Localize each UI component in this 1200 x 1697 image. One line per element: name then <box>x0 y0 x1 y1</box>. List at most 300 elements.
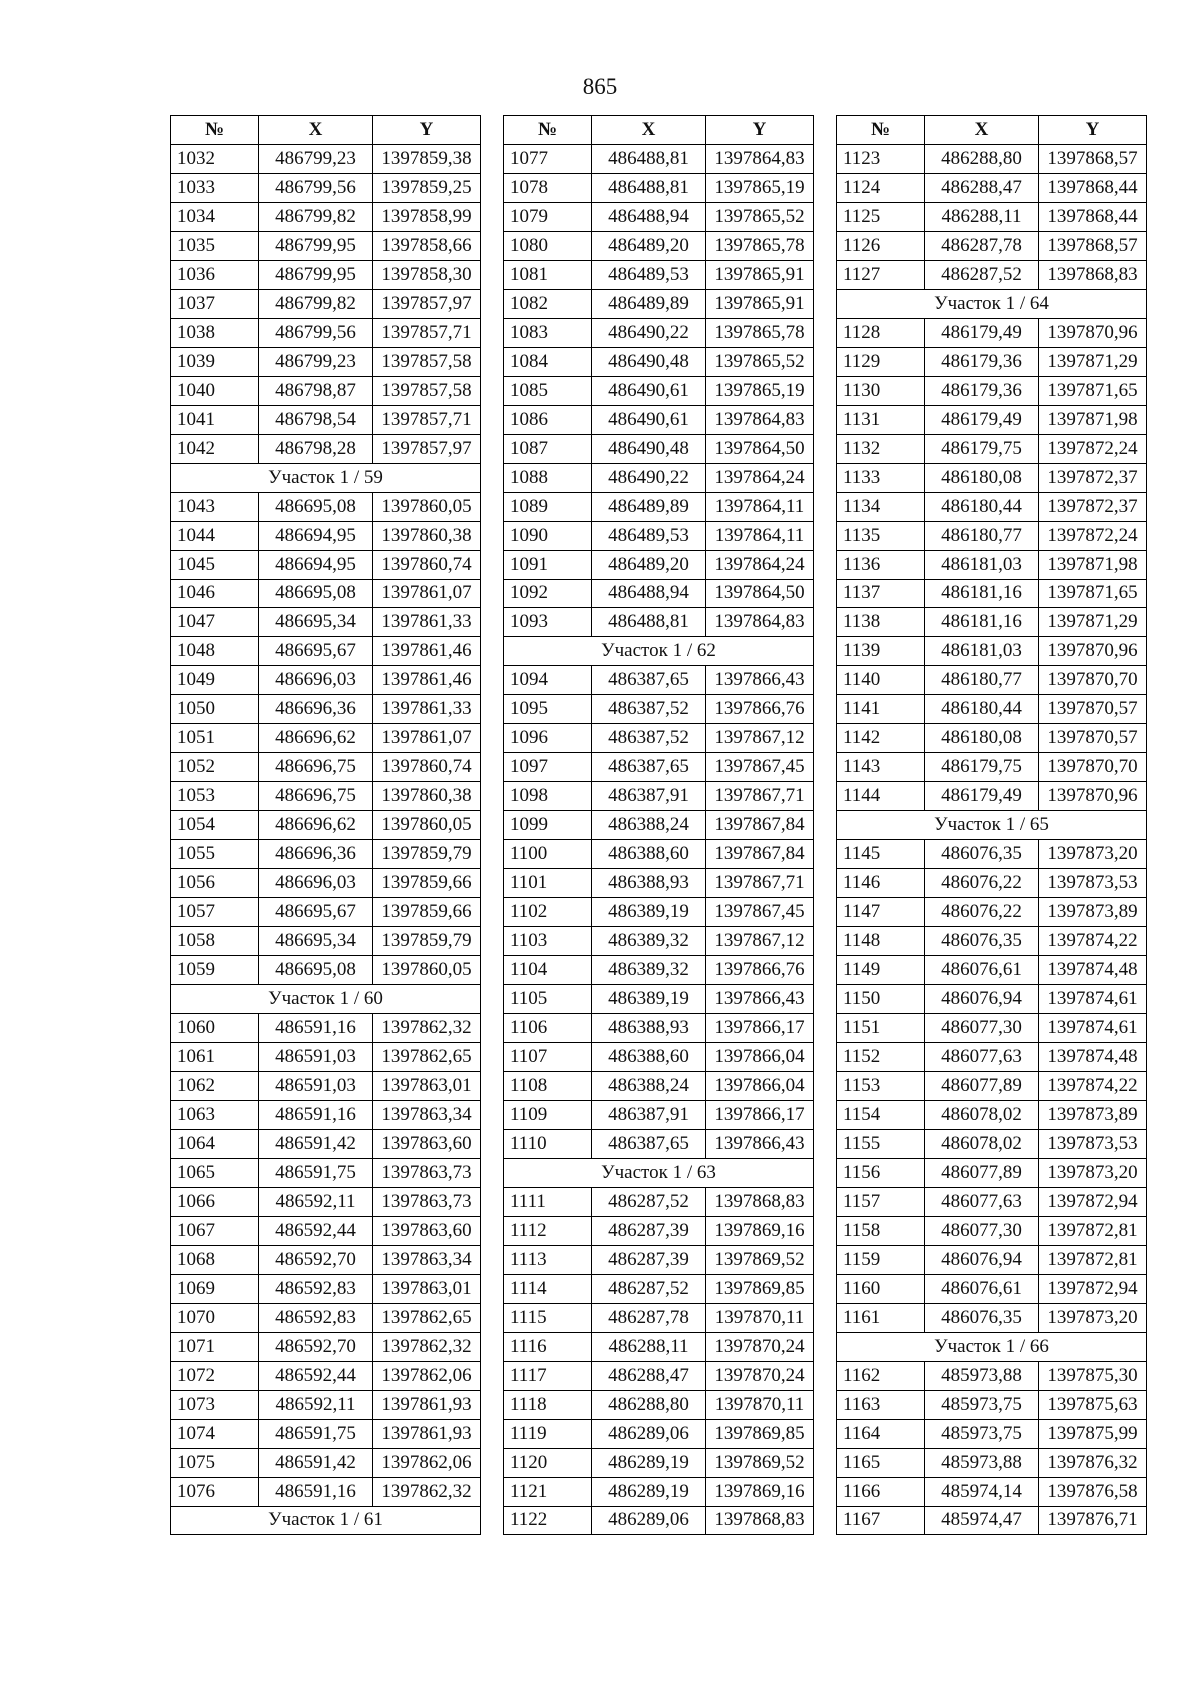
x-coordinate-cell: 486490,22 <box>592 318 706 347</box>
x-coordinate-cell: 486490,48 <box>592 347 706 376</box>
y-coordinate-cell: 1397874,61 <box>1039 985 1147 1014</box>
point-number-cell: 1138 <box>837 608 925 637</box>
table-row <box>171 347 481 376</box>
y-coordinate-cell: 1397866,43 <box>706 1129 814 1158</box>
y-coordinate-cell: 1397870,96 <box>1039 637 1147 666</box>
header-number: № <box>504 116 592 145</box>
y-coordinate-cell: 1397861,07 <box>373 724 481 753</box>
x-coordinate-cell: 486387,91 <box>592 782 706 811</box>
table-header-row <box>837 116 1147 145</box>
y-coordinate-cell: 1397860,74 <box>373 550 481 579</box>
x-coordinate-cell: 486696,62 <box>259 811 373 840</box>
x-coordinate-cell: 486289,19 <box>592 1448 706 1477</box>
point-number-cell: 1038 <box>171 318 259 347</box>
y-coordinate-cell: 1397868,44 <box>1039 202 1147 231</box>
y-coordinate-cell: 1397859,38 <box>373 144 481 173</box>
point-number-cell: 1101 <box>504 869 592 898</box>
section-label: Участок 1 / 64 <box>837 289 1147 318</box>
y-coordinate-cell: 1397857,71 <box>373 405 481 434</box>
y-coordinate-cell: 1397865,19 <box>706 376 814 405</box>
y-coordinate-cell: 1397860,38 <box>373 782 481 811</box>
point-number-cell: 1055 <box>171 840 259 869</box>
point-number-cell: 1161 <box>837 1303 925 1332</box>
x-coordinate-cell: 486288,47 <box>592 1361 706 1390</box>
x-coordinate-cell: 486076,22 <box>925 869 1039 898</box>
table-row <box>171 1419 481 1448</box>
x-coordinate-cell: 486489,20 <box>592 231 706 260</box>
point-number-cell: 1154 <box>837 1100 925 1129</box>
x-coordinate-cell: 486389,32 <box>592 927 706 956</box>
point-number-cell: 1117 <box>504 1361 592 1390</box>
table-row <box>171 1100 481 1129</box>
table-row <box>171 1448 481 1477</box>
point-number-cell: 1120 <box>504 1448 592 1477</box>
x-coordinate-cell: 486389,19 <box>592 985 706 1014</box>
y-coordinate-cell: 1397865,19 <box>706 173 814 202</box>
point-number-cell: 1039 <box>171 347 259 376</box>
y-coordinate-cell: 1397857,97 <box>373 289 481 318</box>
y-coordinate-cell: 1397876,71 <box>1039 1506 1147 1535</box>
header-y: Y <box>373 116 481 145</box>
coordinate-tables <box>0 115 1200 1615</box>
section-label: Участок 1 / 65 <box>837 811 1147 840</box>
table-row <box>837 463 1147 492</box>
x-coordinate-cell: 486488,81 <box>592 173 706 202</box>
x-coordinate-cell: 486591,16 <box>259 1100 373 1129</box>
table-row <box>837 1477 1147 1506</box>
x-coordinate-cell: 486287,52 <box>925 260 1039 289</box>
point-number-cell: 1149 <box>837 956 925 985</box>
table-row <box>837 231 1147 260</box>
x-coordinate-cell: 486695,08 <box>259 579 373 608</box>
table-row <box>171 521 481 550</box>
point-number-cell: 1075 <box>171 1448 259 1477</box>
point-number-cell: 1059 <box>171 956 259 985</box>
point-number-cell: 1108 <box>504 1071 592 1100</box>
x-coordinate-cell: 486288,47 <box>925 173 1039 202</box>
y-coordinate-cell: 1397869,52 <box>706 1245 814 1274</box>
x-coordinate-cell: 486181,16 <box>925 579 1039 608</box>
y-coordinate-cell: 1397874,61 <box>1039 1014 1147 1043</box>
y-coordinate-cell: 1397859,66 <box>373 898 481 927</box>
table-row <box>504 1419 814 1448</box>
y-coordinate-cell: 1397862,32 <box>373 1477 481 1506</box>
x-coordinate-cell: 486799,82 <box>259 202 373 231</box>
table-row <box>504 1187 814 1216</box>
table-row <box>504 1332 814 1361</box>
point-number-cell: 1090 <box>504 521 592 550</box>
point-number-cell: 1035 <box>171 231 259 260</box>
x-coordinate-cell: 485973,75 <box>925 1390 1039 1419</box>
table-row <box>837 782 1147 811</box>
y-coordinate-cell: 1397859,25 <box>373 173 481 202</box>
point-number-cell: 1159 <box>837 1245 925 1274</box>
y-coordinate-cell: 1397870,96 <box>1039 782 1147 811</box>
x-coordinate-cell: 486289,06 <box>592 1506 706 1535</box>
table-row <box>504 927 814 956</box>
table-row <box>504 840 814 869</box>
table-row <box>504 1448 814 1477</box>
y-coordinate-cell: 1397874,22 <box>1039 1071 1147 1100</box>
x-coordinate-cell: 486490,48 <box>592 434 706 463</box>
y-coordinate-cell: 1397866,76 <box>706 695 814 724</box>
table-row <box>171 231 481 260</box>
table-row <box>504 579 814 608</box>
x-coordinate-cell: 486387,52 <box>592 724 706 753</box>
x-coordinate-cell: 486179,75 <box>925 434 1039 463</box>
point-number-cell: 1156 <box>837 1158 925 1187</box>
x-coordinate-cell: 486076,61 <box>925 956 1039 985</box>
y-coordinate-cell: 1397872,94 <box>1039 1274 1147 1303</box>
table-row <box>837 1187 1147 1216</box>
point-number-cell: 1086 <box>504 405 592 434</box>
point-number-cell: 1093 <box>504 608 592 637</box>
x-coordinate-cell: 486696,03 <box>259 666 373 695</box>
x-coordinate-cell: 486288,11 <box>592 1332 706 1361</box>
point-number-cell: 1148 <box>837 927 925 956</box>
table-row <box>837 1448 1147 1477</box>
y-coordinate-cell: 1397865,78 <box>706 231 814 260</box>
table-row <box>171 753 481 782</box>
x-coordinate-cell: 486387,91 <box>592 1100 706 1129</box>
section-label: Участок 1 / 63 <box>504 1158 814 1187</box>
point-number-cell: 1034 <box>171 202 259 231</box>
table-row <box>504 608 814 637</box>
header-x: X <box>259 116 373 145</box>
point-number-cell: 1051 <box>171 724 259 753</box>
y-coordinate-cell: 1397858,66 <box>373 231 481 260</box>
y-coordinate-cell: 1397870,11 <box>706 1390 814 1419</box>
x-coordinate-cell: 486591,03 <box>259 1043 373 1072</box>
x-coordinate-cell: 486799,23 <box>259 347 373 376</box>
table-row <box>504 376 814 405</box>
x-coordinate-cell: 486592,70 <box>259 1245 373 1274</box>
x-coordinate-cell: 486490,61 <box>592 405 706 434</box>
table-row <box>171 289 481 318</box>
table-row <box>837 869 1147 898</box>
x-coordinate-cell: 486287,52 <box>592 1187 706 1216</box>
x-coordinate-cell: 486179,75 <box>925 753 1039 782</box>
table-row <box>171 202 481 231</box>
y-coordinate-cell: 1397868,83 <box>706 1187 814 1216</box>
point-number-cell: 1116 <box>504 1332 592 1361</box>
point-number-cell: 1082 <box>504 289 592 318</box>
point-number-cell: 1143 <box>837 753 925 782</box>
table-row <box>837 695 1147 724</box>
x-coordinate-cell: 486592,11 <box>259 1187 373 1216</box>
y-coordinate-cell: 1397872,81 <box>1039 1216 1147 1245</box>
x-coordinate-cell: 486388,24 <box>592 811 706 840</box>
y-coordinate-cell: 1397876,58 <box>1039 1477 1147 1506</box>
x-coordinate-cell: 486289,06 <box>592 1419 706 1448</box>
x-coordinate-cell: 486179,36 <box>925 376 1039 405</box>
y-coordinate-cell: 1397861,46 <box>373 637 481 666</box>
point-number-cell: 1068 <box>171 1245 259 1274</box>
y-coordinate-cell: 1397868,57 <box>1039 144 1147 173</box>
table-row <box>837 173 1147 202</box>
table-row <box>504 260 814 289</box>
table-row <box>504 1274 814 1303</box>
y-coordinate-cell: 1397860,74 <box>373 753 481 782</box>
y-coordinate-cell: 1397866,04 <box>706 1071 814 1100</box>
table-row <box>837 521 1147 550</box>
point-number-cell: 1069 <box>171 1274 259 1303</box>
section-row <box>171 1506 481 1535</box>
table-row <box>171 1071 481 1100</box>
header-x: X <box>592 116 706 145</box>
table-row <box>171 1043 481 1072</box>
point-number-cell: 1072 <box>171 1361 259 1390</box>
x-coordinate-cell: 486591,42 <box>259 1448 373 1477</box>
table-row <box>504 289 814 318</box>
y-coordinate-cell: 1397872,24 <box>1039 521 1147 550</box>
y-coordinate-cell: 1397870,24 <box>706 1361 814 1390</box>
point-number-cell: 1061 <box>171 1043 259 1072</box>
y-coordinate-cell: 1397859,66 <box>373 869 481 898</box>
point-number-cell: 1046 <box>171 579 259 608</box>
table-row <box>837 550 1147 579</box>
y-coordinate-cell: 1397863,60 <box>373 1216 481 1245</box>
section-label: Участок 1 / 61 <box>171 1506 481 1535</box>
x-coordinate-cell: 486389,32 <box>592 956 706 985</box>
table-row <box>171 579 481 608</box>
y-coordinate-cell: 1397873,20 <box>1039 1158 1147 1187</box>
x-coordinate-cell: 486592,83 <box>259 1303 373 1332</box>
y-coordinate-cell: 1397870,96 <box>1039 318 1147 347</box>
table-row <box>171 1014 481 1043</box>
x-coordinate-cell: 486799,82 <box>259 289 373 318</box>
x-coordinate-cell: 486696,62 <box>259 724 373 753</box>
table-row <box>504 1014 814 1043</box>
point-number-cell: 1047 <box>171 608 259 637</box>
table-row <box>837 1245 1147 1274</box>
table-row <box>171 1303 481 1332</box>
x-coordinate-cell: 486591,16 <box>259 1477 373 1506</box>
y-coordinate-cell: 1397860,38 <box>373 521 481 550</box>
table-row <box>837 376 1147 405</box>
point-number-cell: 1166 <box>837 1477 925 1506</box>
y-coordinate-cell: 1397866,43 <box>706 985 814 1014</box>
point-number-cell: 1042 <box>171 434 259 463</box>
table-row <box>837 898 1147 927</box>
point-number-cell: 1107 <box>504 1043 592 1072</box>
point-number-cell: 1150 <box>837 985 925 1014</box>
table-row <box>171 840 481 869</box>
x-coordinate-cell: 486181,03 <box>925 550 1039 579</box>
point-number-cell: 1053 <box>171 782 259 811</box>
point-number-cell: 1115 <box>504 1303 592 1332</box>
point-number-cell: 1032 <box>171 144 259 173</box>
point-number-cell: 1088 <box>504 463 592 492</box>
point-number-cell: 1045 <box>171 550 259 579</box>
x-coordinate-cell: 486180,08 <box>925 724 1039 753</box>
point-number-cell: 1142 <box>837 724 925 753</box>
point-number-cell: 1063 <box>171 1100 259 1129</box>
y-coordinate-cell: 1397867,71 <box>706 782 814 811</box>
point-number-cell: 1134 <box>837 492 925 521</box>
x-coordinate-cell: 486181,16 <box>925 608 1039 637</box>
point-number-cell: 1124 <box>837 173 925 202</box>
x-coordinate-cell: 486388,93 <box>592 1014 706 1043</box>
x-coordinate-cell: 486077,89 <box>925 1158 1039 1187</box>
point-number-cell: 1097 <box>504 753 592 782</box>
y-coordinate-cell: 1397875,99 <box>1039 1419 1147 1448</box>
table-row <box>171 1361 481 1390</box>
point-number-cell: 1092 <box>504 579 592 608</box>
x-coordinate-cell: 486798,87 <box>259 376 373 405</box>
x-coordinate-cell: 486592,70 <box>259 1332 373 1361</box>
coordinate-table-right <box>836 115 1147 1535</box>
y-coordinate-cell: 1397864,50 <box>706 579 814 608</box>
table-row <box>837 753 1147 782</box>
table-row <box>837 840 1147 869</box>
y-coordinate-cell: 1397870,24 <box>706 1332 814 1361</box>
table-row <box>504 521 814 550</box>
y-coordinate-cell: 1397860,05 <box>373 956 481 985</box>
point-number-cell: 1062 <box>171 1071 259 1100</box>
x-coordinate-cell: 486694,95 <box>259 521 373 550</box>
x-coordinate-cell: 486287,52 <box>592 1274 706 1303</box>
x-coordinate-cell: 486388,60 <box>592 840 706 869</box>
y-coordinate-cell: 1397870,11 <box>706 1303 814 1332</box>
table-row <box>504 985 814 1014</box>
header-x: X <box>925 116 1039 145</box>
y-coordinate-cell: 1397867,45 <box>706 753 814 782</box>
x-coordinate-cell: 486078,02 <box>925 1100 1039 1129</box>
table-row <box>171 376 481 405</box>
y-coordinate-cell: 1397874,48 <box>1039 956 1147 985</box>
point-number-cell: 1081 <box>504 260 592 289</box>
point-number-cell: 1064 <box>171 1129 259 1158</box>
x-coordinate-cell: 486077,89 <box>925 1071 1039 1100</box>
y-coordinate-cell: 1397867,71 <box>706 869 814 898</box>
x-coordinate-cell: 486489,53 <box>592 260 706 289</box>
table-row <box>171 260 481 289</box>
y-coordinate-cell: 1397858,30 <box>373 260 481 289</box>
y-coordinate-cell: 1397863,60 <box>373 1129 481 1158</box>
table-row <box>171 1390 481 1419</box>
point-number-cell: 1164 <box>837 1419 925 1448</box>
point-number-cell: 1130 <box>837 376 925 405</box>
point-number-cell: 1071 <box>171 1332 259 1361</box>
table-row <box>504 1043 814 1072</box>
table-row <box>837 1274 1147 1303</box>
x-coordinate-cell: 486076,35 <box>925 1303 1039 1332</box>
y-coordinate-cell: 1397862,06 <box>373 1448 481 1477</box>
x-coordinate-cell: 486180,08 <box>925 463 1039 492</box>
x-coordinate-cell: 486695,67 <box>259 898 373 927</box>
y-coordinate-cell: 1397862,65 <box>373 1303 481 1332</box>
y-coordinate-cell: 1397861,93 <box>373 1419 481 1448</box>
y-coordinate-cell: 1397861,33 <box>373 608 481 637</box>
point-number-cell: 1094 <box>504 666 592 695</box>
table-row <box>504 811 814 840</box>
y-coordinate-cell: 1397874,22 <box>1039 927 1147 956</box>
y-coordinate-cell: 1397863,01 <box>373 1274 481 1303</box>
table-row <box>504 1129 814 1158</box>
table-row <box>837 1390 1147 1419</box>
y-coordinate-cell: 1397871,65 <box>1039 579 1147 608</box>
table-row <box>504 666 814 695</box>
point-number-cell: 1089 <box>504 492 592 521</box>
section-row <box>171 985 481 1014</box>
point-number-cell: 1126 <box>837 231 925 260</box>
point-number-cell: 1139 <box>837 637 925 666</box>
x-coordinate-cell: 486695,08 <box>259 492 373 521</box>
x-coordinate-cell: 486489,20 <box>592 550 706 579</box>
x-coordinate-cell: 486077,63 <box>925 1043 1039 1072</box>
page-number: 865 <box>582 74 618 99</box>
point-number-cell: 1129 <box>837 347 925 376</box>
y-coordinate-cell: 1397871,98 <box>1039 405 1147 434</box>
x-coordinate-cell: 486799,23 <box>259 144 373 173</box>
point-number-cell: 1087 <box>504 434 592 463</box>
table-row <box>504 318 814 347</box>
point-number-cell: 1080 <box>504 231 592 260</box>
x-coordinate-cell: 485973,88 <box>925 1448 1039 1477</box>
y-coordinate-cell: 1397870,70 <box>1039 666 1147 695</box>
table-row <box>171 608 481 637</box>
x-coordinate-cell: 486389,19 <box>592 898 706 927</box>
point-number-cell: 1122 <box>504 1506 592 1535</box>
y-coordinate-cell: 1397866,76 <box>706 956 814 985</box>
y-coordinate-cell: 1397863,01 <box>373 1071 481 1100</box>
table-row <box>504 1216 814 1245</box>
table-row <box>171 1158 481 1187</box>
point-number-cell: 1133 <box>837 463 925 492</box>
y-coordinate-cell: 1397870,70 <box>1039 753 1147 782</box>
point-number-cell: 1095 <box>504 695 592 724</box>
point-number-cell: 1067 <box>171 1216 259 1245</box>
header-y: Y <box>706 116 814 145</box>
point-number-cell: 1091 <box>504 550 592 579</box>
point-number-cell: 1162 <box>837 1361 925 1390</box>
table-row <box>504 1390 814 1419</box>
point-number-cell: 1040 <box>171 376 259 405</box>
x-coordinate-cell: 486798,54 <box>259 405 373 434</box>
x-coordinate-cell: 486287,39 <box>592 1245 706 1274</box>
y-coordinate-cell: 1397857,58 <box>373 376 481 405</box>
table-row <box>171 898 481 927</box>
y-coordinate-cell: 1397860,05 <box>373 811 481 840</box>
y-coordinate-cell: 1397867,84 <box>706 840 814 869</box>
point-number-cell: 1153 <box>837 1071 925 1100</box>
point-number-cell: 1079 <box>504 202 592 231</box>
table-row <box>837 434 1147 463</box>
x-coordinate-cell: 486695,08 <box>259 956 373 985</box>
table-row <box>837 347 1147 376</box>
table-row <box>504 1100 814 1129</box>
table-row <box>504 231 814 260</box>
y-coordinate-cell: 1397861,33 <box>373 695 481 724</box>
table-row <box>171 1187 481 1216</box>
x-coordinate-cell: 486078,02 <box>925 1129 1039 1158</box>
table-row <box>504 956 814 985</box>
table-row <box>837 724 1147 753</box>
point-number-cell: 1119 <box>504 1419 592 1448</box>
table-row <box>504 782 814 811</box>
table-row <box>171 1477 481 1506</box>
x-coordinate-cell: 486388,60 <box>592 1043 706 1072</box>
x-coordinate-cell: 486076,22 <box>925 898 1039 927</box>
x-coordinate-cell: 486077,30 <box>925 1014 1039 1043</box>
x-coordinate-cell: 486180,77 <box>925 666 1039 695</box>
point-number-cell: 1096 <box>504 724 592 753</box>
table-row <box>171 637 481 666</box>
point-number-cell: 1112 <box>504 1216 592 1245</box>
y-coordinate-cell: 1397867,45 <box>706 898 814 927</box>
point-number-cell: 1102 <box>504 898 592 927</box>
